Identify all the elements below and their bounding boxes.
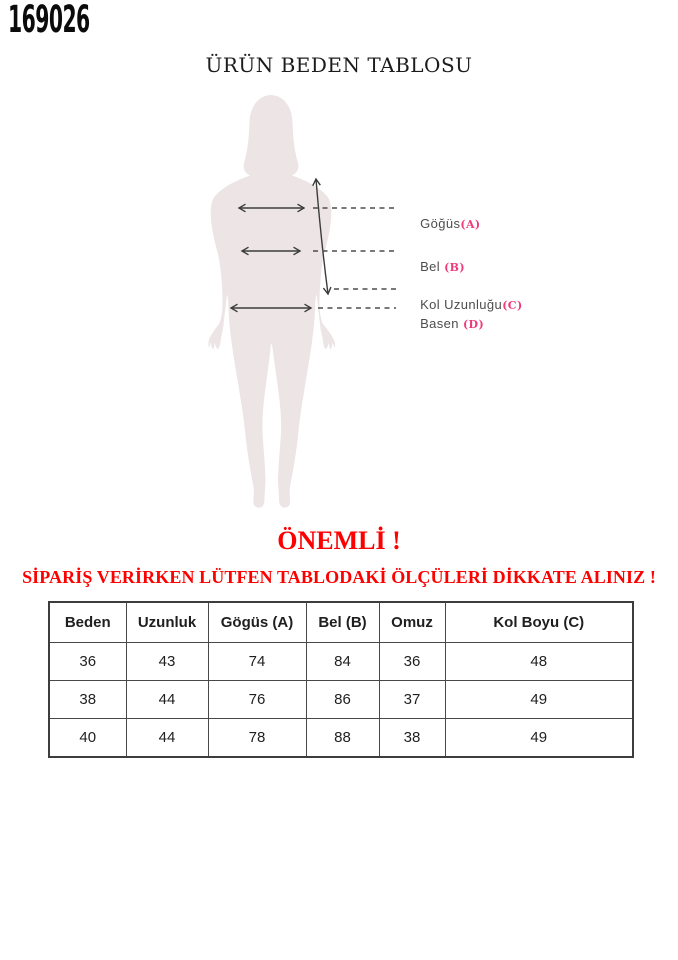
measure-label-waist-text: Bel <box>420 259 445 274</box>
cell: 38 <box>49 681 126 719</box>
cell: 88 <box>306 719 379 758</box>
cell: 84 <box>306 643 379 681</box>
size-table-header-row <box>49 602 633 643</box>
cell: 40 <box>49 719 126 758</box>
measure-label-hip-text: Basen <box>420 316 463 331</box>
header-kol-boyu: Kol Boyu (C) <box>445 602 633 643</box>
important-subheading: SİPARİŞ VERİRKEN LÜTFEN TABLODAKİ ÖLÇÜLERİ DİKKATE ALINIZ ! <box>22 567 656 587</box>
measure-label-chest-text: Göğüs <box>420 216 461 231</box>
cell: 49 <box>445 719 633 758</box>
cell: 36 <box>49 643 126 681</box>
cell: 44 <box>126 681 208 719</box>
measure-letter-b: (B) <box>444 261 465 274</box>
cell: 43 <box>126 643 208 681</box>
measure-letter-c: (C) <box>502 299 523 312</box>
page-title: ÜRÜN BEDEN TABLOSU <box>205 53 473 77</box>
cell: 37 <box>379 681 445 719</box>
cell: 36 <box>379 643 445 681</box>
measure-label-chest <box>404 200 481 249</box>
measure-letter-a: (A) <box>460 218 481 231</box>
cell: 78 <box>208 719 306 758</box>
cell: 48 <box>445 643 633 681</box>
cell: 49 <box>445 681 633 719</box>
size-table <box>48 601 634 758</box>
header-gogus: Gögüs (A) <box>208 602 306 643</box>
header-omuz: Omuz <box>379 602 445 643</box>
measure-letter-d: (D) <box>462 318 485 331</box>
cell: 86 <box>306 681 379 719</box>
important-heading: ÖNEMLİ ! <box>277 526 401 555</box>
cell: 38 <box>379 719 445 758</box>
cell: 74 <box>208 643 306 681</box>
table-row <box>49 681 633 719</box>
measure-label-hip <box>404 300 484 349</box>
table-row <box>49 643 633 681</box>
header-bel: Bel (B) <box>306 602 379 643</box>
measure-label-sleeve-text: Kol Uzunluğu <box>420 297 503 312</box>
cell: 44 <box>126 719 208 758</box>
cell: 76 <box>208 681 306 719</box>
header-beden: Beden <box>49 602 126 643</box>
product-code: 169026 <box>8 0 90 41</box>
header-uzunluk: Uzunluk <box>126 602 208 643</box>
female-silhouette <box>208 95 335 508</box>
table-row <box>49 719 633 758</box>
